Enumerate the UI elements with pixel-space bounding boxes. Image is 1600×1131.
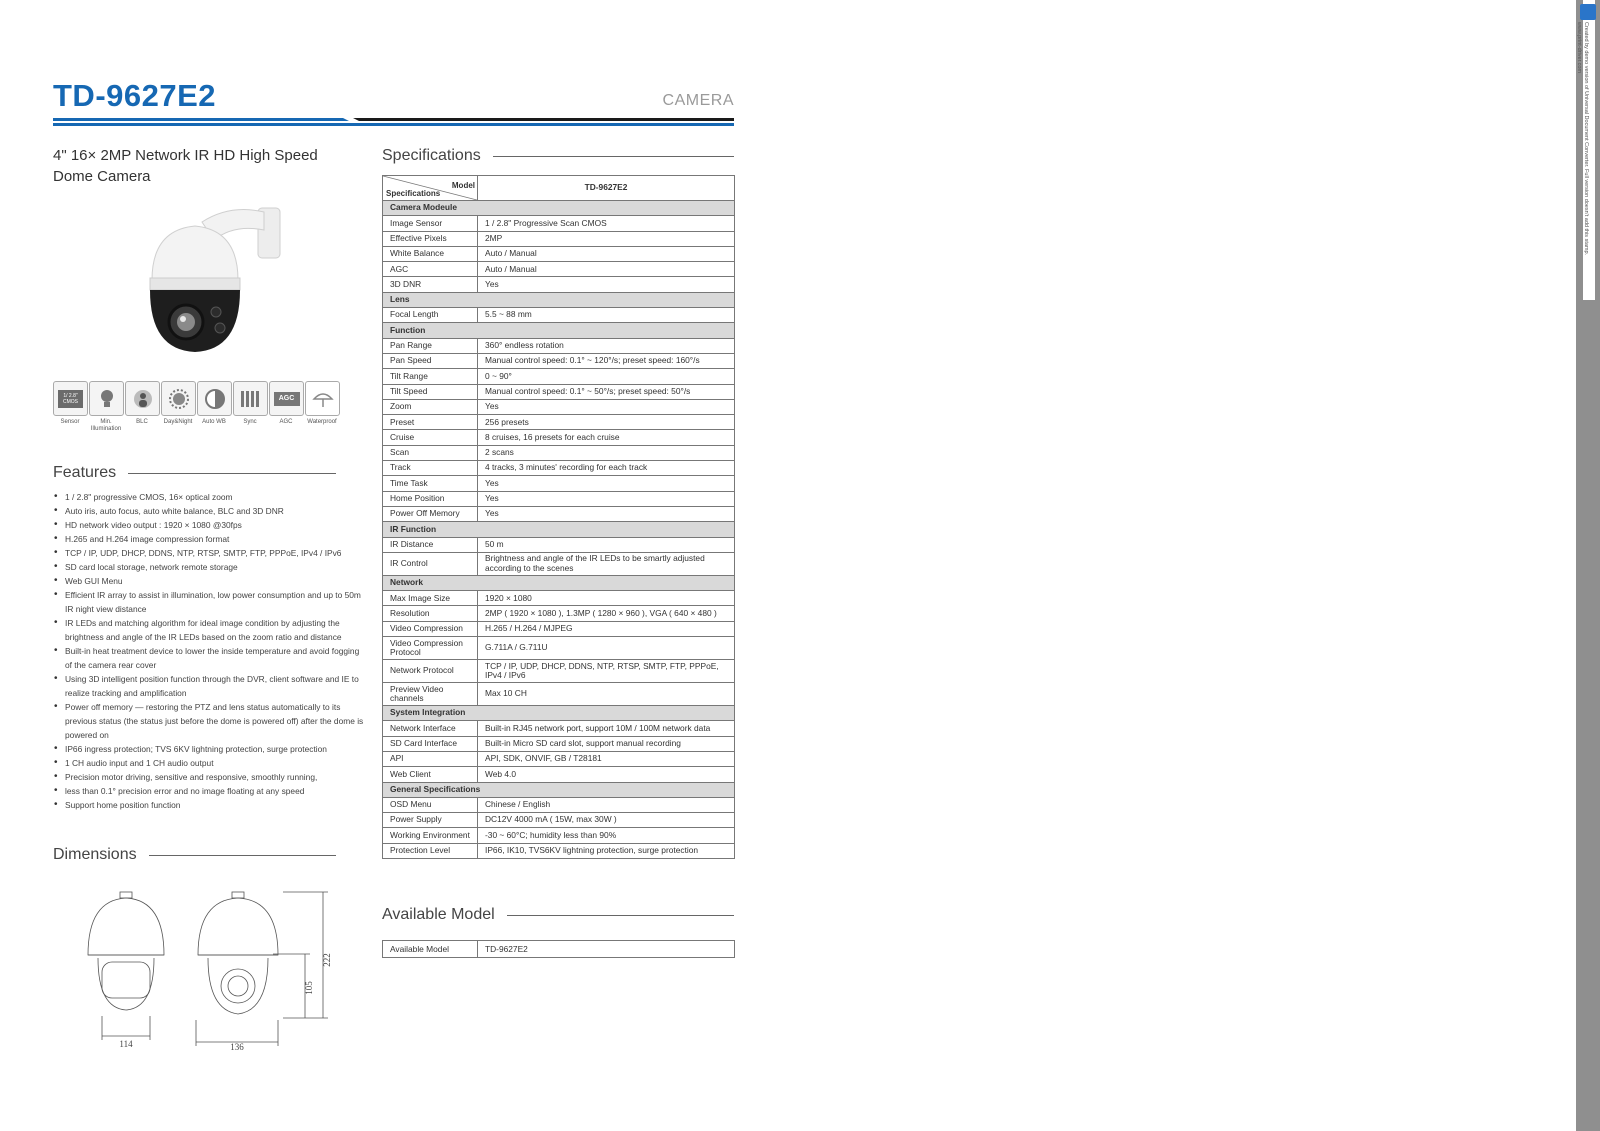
spec-value: Yes <box>478 491 735 506</box>
spec-group-row <box>383 706 735 721</box>
sensor-chip-icon: 1/ 2.8" CMOS <box>53 381 88 416</box>
spec-group-row <box>383 292 735 307</box>
spec-key: Preset <box>383 415 478 430</box>
spec-group-title: General Specifications <box>383 782 735 797</box>
spec-key: Network Protocol <box>383 660 478 683</box>
feature-icon-row <box>53 381 363 431</box>
spec-row <box>383 338 735 353</box>
spec-row <box>383 246 735 261</box>
spec-row <box>383 231 735 246</box>
available-model-label: Available Model <box>383 941 478 958</box>
spec-row <box>383 552 735 575</box>
corner-spec-label: Specifications <box>386 188 441 198</box>
spec-key: Video Compression Protocol <box>383 637 478 660</box>
spec-key: Tilt Speed <box>383 384 478 399</box>
feature-item: • Efficient IR array to assist in illumination, low power consumption and up to 50m IR night view distance <box>53 588 365 616</box>
spec-group-row <box>383 323 735 338</box>
spec-key: Preview Video channels <box>383 683 478 706</box>
spec-value: Max 10 CH <box>478 683 735 706</box>
spec-row <box>383 461 735 476</box>
spec-row <box>383 399 735 414</box>
dim-width-front: 114 <box>119 1039 133 1049</box>
spec-key: IR Control <box>383 552 478 575</box>
lightbulb-icon <box>89 381 124 416</box>
dim-height-body: 105 <box>304 981 314 995</box>
spec-value: Web 4.0 <box>478 767 735 782</box>
feature-item: • Using 3D intelligent position function through the DVR, client software and IE to realize tracking and amplification <box>53 672 365 700</box>
icon-label-agc: AGC <box>279 419 293 425</box>
spec-row <box>383 415 735 430</box>
auto-wb-icon <box>197 381 232 416</box>
spec-value: Yes <box>478 476 735 491</box>
sync-bars-icon <box>233 381 268 416</box>
icon-label-waterproof: Waterproof <box>307 419 337 425</box>
spec-value: Built-in RJ45 network port, support 10M / 100M network data <box>478 721 735 736</box>
spec-value: Chinese / English <box>478 797 735 812</box>
spec-group-title: Lens <box>383 292 735 307</box>
watermark-line2: www.print-driver.com <box>1576 22 1582 74</box>
spec-value: Yes <box>478 399 735 414</box>
feature-item: • less than 0.1° precision error and no image floating at any speed <box>53 784 365 798</box>
spec-row <box>383 813 735 828</box>
watermark-line1: Created by demo version of Universal Document Converter. Full version doesn't add this stamp. <box>1583 22 1589 256</box>
camera-product-image <box>140 200 300 360</box>
spec-value: 0 ~ 90° <box>478 369 735 384</box>
spec-key: Working Environment <box>383 828 478 843</box>
specifications-heading: Specifications <box>382 147 734 165</box>
spec-key: Max Image Size <box>383 591 478 606</box>
spec-key: IR Distance <box>383 537 478 552</box>
spec-value: API, SDK, ONVIF, GB / T28181 <box>478 751 735 766</box>
spec-row <box>383 828 735 843</box>
spec-header-row <box>383 176 735 201</box>
model-title: TD-9627E2 <box>53 78 217 113</box>
spec-corner-cell <box>383 176 478 201</box>
spec-value: Yes <box>478 506 735 521</box>
spec-key: Tilt Range <box>383 369 478 384</box>
spec-value: 8 cruises, 16 presets for each cruise <box>478 430 735 445</box>
available-model-value: TD-9627E2 <box>478 941 735 958</box>
spec-row <box>383 767 735 782</box>
converter-logo-icon <box>1580 4 1596 20</box>
spec-group-row <box>383 522 735 537</box>
spec-row <box>383 591 735 606</box>
spec-value: TCP / IP, UDP, DHCP, DDNS, NTP, RTSP, SMTP, FTP, PPPoE, IPv4 / IPv6 <box>478 660 735 683</box>
dim-height-total: 222 <box>322 953 332 967</box>
spec-group-title: Camera Modeule <box>383 201 735 216</box>
spec-row <box>383 751 735 766</box>
umbrella-icon <box>305 381 340 416</box>
spec-row <box>383 353 735 368</box>
spec-row <box>383 308 735 323</box>
spec-value: Manual control speed: 0.1° ~ 120°/s; preset speed: 160°/s <box>478 353 735 368</box>
icon-label-blc: BLC <box>136 419 148 425</box>
specifications-table <box>382 175 735 859</box>
available-model-table <box>382 940 735 958</box>
spec-value: 2MP <box>478 231 735 246</box>
spec-group-row <box>383 782 735 797</box>
spec-row <box>383 445 735 460</box>
spec-row <box>383 506 735 521</box>
spec-key: Video Compression <box>383 621 478 636</box>
spec-key: SD Card Interface <box>383 736 478 751</box>
spec-value: 5.5 ~ 88 mm <box>478 308 735 323</box>
day-night-icon <box>161 381 196 416</box>
spec-row <box>383 606 735 621</box>
feature-item: • TCP / IP, UDP, DHCP, DDNS, NTP, RTSP, SMTP, FTP, PPPoE, IPv4 / IPv6 <box>53 546 365 560</box>
spec-value: 360° endless rotation <box>478 338 735 353</box>
spec-key: Image Sensor <box>383 216 478 231</box>
feature-item: • 1 CH audio input and 1 CH audio output <box>53 756 365 770</box>
spec-key: Track <box>383 461 478 476</box>
spec-key: Pan Speed <box>383 353 478 368</box>
spec-key: Cruise <box>383 430 478 445</box>
icon-label-min-illumination: Min. Illumination <box>90 419 122 432</box>
spec-row <box>383 476 735 491</box>
available-model-row <box>383 941 735 958</box>
product-name-line2: Dome Camera <box>53 168 151 185</box>
spec-model-value: TD-9627E2 <box>478 176 735 201</box>
icon-label-day-night: Day&Night <box>163 419 193 425</box>
spec-group-title: Network <box>383 575 735 590</box>
spec-key: Focal Length <box>383 308 478 323</box>
spec-value: G.711A / G.711U <box>478 637 735 660</box>
feature-item: • Web GUI Menu <box>53 574 365 588</box>
spec-group-row <box>383 575 735 590</box>
spec-group-title: Function <box>383 323 735 338</box>
category-label: CAMERA <box>662 92 734 109</box>
spec-row <box>383 721 735 736</box>
spec-key: Zoom <box>383 399 478 414</box>
spec-key: Web Client <box>383 767 478 782</box>
feature-item: • Power off memory — restoring the PTZ and lens status automatically to its previous status (the status just before the dome is powered off) after the dome is powered on <box>53 700 365 742</box>
spec-value: 1920 × 1080 <box>478 591 735 606</box>
feature-item: • H.265 and H.264 image compression format <box>53 532 365 546</box>
spec-key: Resolution <box>383 606 478 621</box>
spec-group-title: System Integration <box>383 706 735 721</box>
feature-item: • Support home position function <box>53 798 365 812</box>
spec-value: DC12V 4000 mA ( 15W, max 30W ) <box>478 813 735 828</box>
feature-item: • Built-in heat treatment device to lower the inside temperature and avoid fogging of the camera rear cover <box>53 644 365 672</box>
spec-value: 4 tracks, 3 minutes' recording for each track <box>478 461 735 476</box>
spec-key: Scan <box>383 445 478 460</box>
spec-key: Effective Pixels <box>383 231 478 246</box>
header-rule <box>53 118 734 126</box>
feature-item: • Precision motor driving, sensitive and responsive, smoothly running, <box>53 770 365 784</box>
dimensions-heading: Dimensions <box>53 846 336 864</box>
spec-value: 2MP ( 1920 × 1080 ), 1.3MP ( 1280 × 960 ), VGA ( 640 × 480 ) <box>478 606 735 621</box>
agc-icon: AGC <box>269 381 304 416</box>
spec-row <box>383 621 735 636</box>
feature-item: • IR LEDs and matching algorithm for ideal image condition by adjusting the brightness and angle of the IR LEDs based on the zoom ratio and distance <box>53 616 365 644</box>
spec-row <box>383 537 735 552</box>
spec-key: AGC <box>383 262 478 277</box>
spec-key: White Balance <box>383 246 478 261</box>
spec-value: Built-in Micro SD card slot, support manual recording <box>478 736 735 751</box>
features-heading: Features <box>53 464 336 482</box>
spec-row <box>383 216 735 231</box>
product-name-line1: 4" 16× 2MP Network IR HD High Speed <box>53 147 318 164</box>
feature-item: • HD network video output : 1920 × 1080 @30fps <box>53 518 365 532</box>
spec-row <box>383 384 735 399</box>
spec-key: API <box>383 751 478 766</box>
watermark-text <box>1575 22 1589 282</box>
spec-key: Power Supply <box>383 813 478 828</box>
features-list <box>53 490 365 812</box>
spec-value: IP66, IK10, TVS6KV lightning protection, surge protection <box>478 843 735 858</box>
spec-key: Home Position <box>383 491 478 506</box>
spec-value: 1 / 2.8" Progressive Scan CMOS <box>478 216 735 231</box>
feature-item: • IP66 ingress protection; TVS 6KV lightning protection, surge protection <box>53 742 365 756</box>
spec-value: 50 m <box>478 537 735 552</box>
spec-value: Auto / Manual <box>478 262 735 277</box>
icon-label-sync: Sync <box>243 419 257 425</box>
spec-value: Yes <box>478 277 735 292</box>
feature-item: • SD card local storage, network remote storage <box>53 560 365 574</box>
feature-item: • 1 / 2.8" progressive CMOS, 16× optical zoom <box>53 490 365 504</box>
spec-value: Brightness and angle of the IR LEDs to be smartly adjusted according to the scenes <box>478 552 735 575</box>
spec-row <box>383 637 735 660</box>
spec-row <box>383 262 735 277</box>
spec-value: Auto / Manual <box>478 246 735 261</box>
spec-key: Power Off Memory <box>383 506 478 521</box>
spec-key: 3D DNR <box>383 277 478 292</box>
corner-model-label: Model <box>451 181 475 190</box>
icon-label-auto-wb: Auto WB <box>202 419 226 425</box>
dim-width-side: 136 <box>230 1042 244 1050</box>
spec-key: Time Task <box>383 476 478 491</box>
blc-person-icon <box>125 381 160 416</box>
spec-value: -30 ~ 60°C; humidity less than 90% <box>478 828 735 843</box>
spec-key: Pan Range <box>383 338 478 353</box>
spec-row <box>383 736 735 751</box>
spec-row <box>383 369 735 384</box>
spec-group-title: IR Function <box>383 522 735 537</box>
spec-value: 256 presets <box>478 415 735 430</box>
spec-value: Manual control speed: 0.1° ~ 50°/s; preset speed: 50°/s <box>478 384 735 399</box>
spec-row <box>383 430 735 445</box>
spec-row <box>383 683 735 706</box>
spec-row <box>383 797 735 812</box>
feature-item: • Auto iris, auto focus, auto white balance, BLC and 3D DNR <box>53 504 365 518</box>
spec-row <box>383 277 735 292</box>
spec-key: OSD Menu <box>383 797 478 812</box>
spec-value: 2 scans <box>478 445 735 460</box>
spec-row <box>383 660 735 683</box>
spec-row <box>383 843 735 858</box>
spec-value: H.265 / H.264 / MJPEG <box>478 621 735 636</box>
dimensions-drawing <box>78 890 348 1050</box>
product-name <box>53 145 353 187</box>
spec-row <box>383 491 735 506</box>
spec-key: Protection Level <box>383 843 478 858</box>
icon-label-sensor: Sensor <box>60 419 80 425</box>
available-model-heading: Available Model <box>382 906 734 924</box>
spec-group-row <box>383 201 735 216</box>
spec-key: Network Interface <box>383 721 478 736</box>
